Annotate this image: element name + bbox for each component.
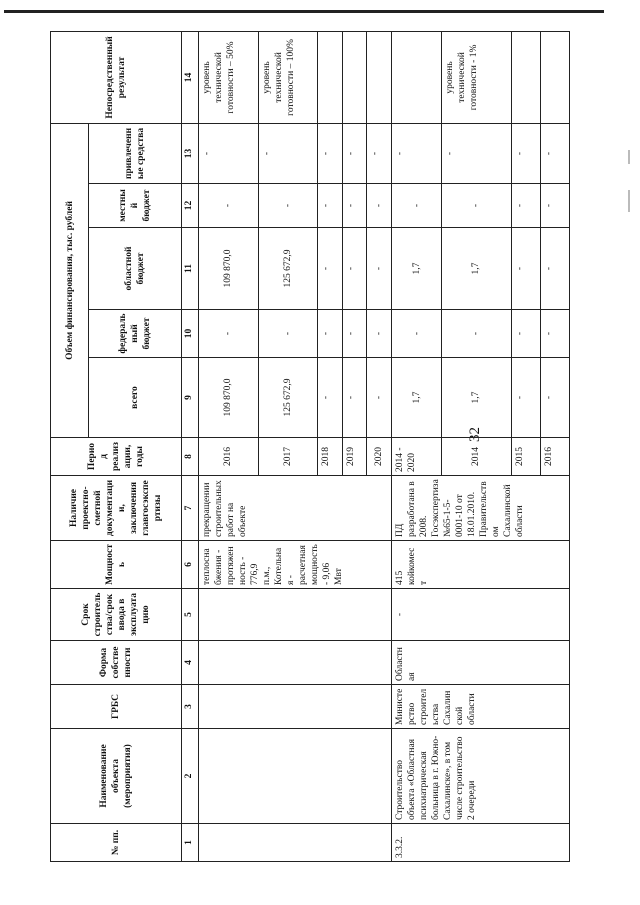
federal-cell: - (367, 310, 392, 358)
total-cell: 125 672,9 (258, 358, 318, 438)
result-cell (540, 31, 569, 123)
header-capacity: Мощность (51, 541, 182, 589)
result-cell (511, 31, 540, 123)
federal-cell: - (441, 310, 511, 358)
table-row (392, 31, 442, 861)
total-cell: - (540, 358, 569, 438)
header-term: Срок строительства/срок ввода в эксплуатацию (51, 589, 182, 641)
result-cell (342, 31, 367, 123)
financing-table (50, 31, 570, 862)
federal-cell: - (342, 310, 367, 358)
page-number: 32 (467, 427, 483, 442)
scan-mark (628, 150, 630, 164)
total-cell: 1,7 (441, 358, 511, 438)
attracted-cell: - (367, 123, 392, 183)
top-rule (4, 10, 604, 13)
local-cell: - (441, 184, 511, 228)
local-cell: - (367, 184, 392, 228)
total-cell: - (318, 358, 343, 438)
column-number-row (182, 31, 199, 861)
year-cell: 2015 (511, 438, 540, 476)
header-funding: Объем финансирования, тыс. рублей (51, 123, 89, 437)
capacity-cell: теплоснабжения - протяженность - 776,9 п.м., Котельная - расчетная мощность - 9,06 Мвт (199, 541, 392, 589)
federal-cell: - (318, 310, 343, 358)
grbs-cell: Министерство строительства Сахалинской области (392, 685, 570, 729)
federal-cell: - (258, 310, 318, 358)
col-num: 6 (182, 541, 199, 589)
local-cell: - (540, 184, 569, 228)
federal-cell: - (392, 310, 442, 358)
col-num: 4 (182, 641, 199, 685)
term-cell: - (392, 589, 570, 641)
local-cell: - (342, 184, 367, 228)
regional-cell: 125 672,9 (258, 228, 318, 310)
header-ownership: Форма собственности (51, 641, 182, 685)
result-cell (392, 31, 442, 123)
header-period: Период реализации, годы (51, 438, 182, 476)
col-num: 5 (182, 589, 199, 641)
regional-cell: - (511, 228, 540, 310)
col-num: 12 (182, 184, 199, 228)
attracted-cell: - (392, 123, 442, 183)
regional-cell: - (342, 228, 367, 310)
header-total: всего (89, 358, 182, 438)
col-num: 13 (182, 123, 199, 183)
local-cell: - (318, 184, 343, 228)
total-cell: 109 870,0 (199, 358, 259, 438)
docs-cell: прекращении строительных работ на объекте (199, 476, 392, 541)
col-num: 1 (182, 824, 199, 862)
attracted-cell: - (540, 123, 569, 183)
result-cell: уровень технической готовности - 1% (441, 31, 511, 123)
col-num: 10 (182, 310, 199, 358)
attracted-cell: - (318, 123, 343, 183)
regional-cell: - (367, 228, 392, 310)
attracted-cell: - (199, 123, 259, 183)
col-num: 8 (182, 438, 199, 476)
header-regional: областной бюджет (89, 228, 182, 310)
col-num: 2 (182, 729, 199, 824)
capacity-cell: 415 койкомест (392, 541, 570, 589)
header-row-1 (51, 31, 89, 861)
table-row (199, 31, 259, 861)
header-docs: Наличие проектно-сметной документации, заключения главгосэкспертизы (51, 476, 182, 541)
result-cell (318, 31, 343, 123)
header-grbs: ГРБС (51, 685, 182, 729)
attracted-cell: - (342, 123, 367, 183)
total-cell: - (367, 358, 392, 438)
regional-cell: - (318, 228, 343, 310)
header-attracted: привлеченные средства (89, 123, 182, 183)
regional-cell: - (540, 228, 569, 310)
col-num: 11 (182, 228, 199, 310)
rotated-table-wrapper (50, 32, 570, 862)
scan-mark (628, 190, 630, 212)
total-cell: 1,7 (392, 358, 442, 438)
local-cell: - (199, 184, 259, 228)
year-cell: 2014 (441, 438, 511, 476)
local-cell: - (392, 184, 442, 228)
result-cell: уровень технической готовности – 50% (199, 31, 259, 123)
col-num: 7 (182, 476, 199, 541)
item-number: 3.3.2. (392, 824, 570, 862)
federal-cell: - (511, 310, 540, 358)
regional-cell: 1,7 (441, 228, 511, 310)
regional-cell: 109 870,0 (199, 228, 259, 310)
col-num: 3 (182, 685, 199, 729)
attracted-cell: - (258, 123, 318, 183)
attracted-cell: - (511, 123, 540, 183)
local-cell: - (258, 184, 318, 228)
header-result: Непосредственный результат (51, 31, 182, 123)
object-name: Строительство объекта «Областная психиатрическая больница в г. Южно-Сахалинске», в том числе строительство 2 очереди (392, 729, 570, 824)
year-cell: 2014 - 2020 (392, 438, 442, 476)
result-cell (367, 31, 392, 123)
federal-cell: - (540, 310, 569, 358)
header-num: № пп. (51, 824, 182, 862)
header-name: Наименование объекта (мероприятия) (51, 729, 182, 824)
col-num: 9 (182, 358, 199, 438)
header-local: местный бюджет (89, 184, 182, 228)
year-cell: 2020 (367, 438, 392, 476)
year-cell: 2016 (199, 438, 259, 476)
result-cell: уровень технической готовности – 100% (258, 31, 318, 123)
ownership-cell: Областная (392, 641, 570, 685)
regional-cell: 1,7 (392, 228, 442, 310)
federal-cell: - (199, 310, 259, 358)
col-num: 14 (182, 31, 199, 123)
total-cell: - (511, 358, 540, 438)
local-cell: - (511, 184, 540, 228)
attracted-cell: - (441, 123, 511, 183)
year-cell: 2016 (540, 438, 569, 476)
year-cell: 2018 (318, 438, 343, 476)
year-cell: 2019 (342, 438, 367, 476)
year-cell: 2017 (258, 438, 318, 476)
total-cell: - (342, 358, 367, 438)
header-federal: федеральный бюджет (89, 310, 182, 358)
docs-cell: ПД разработана в 2008. Госэкспертиза №65-1-5-0001-10 от 18.01.2010. Правительством Сахалинской области (392, 476, 570, 541)
